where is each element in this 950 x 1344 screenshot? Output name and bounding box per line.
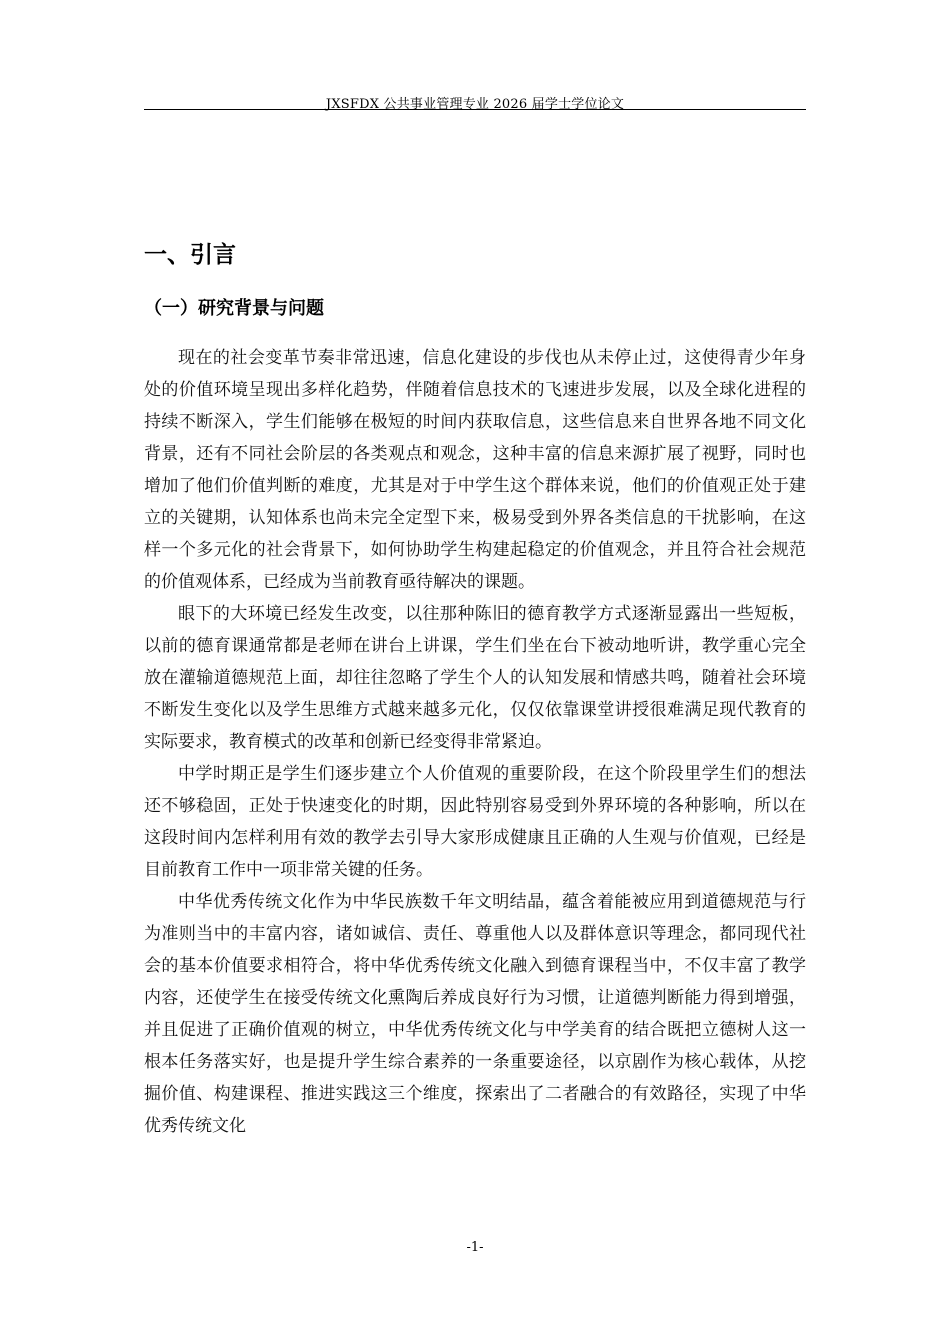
page-number: -1-: [466, 1240, 484, 1255]
body-text: [144, 342, 806, 1142]
paragraph: 中学时期正是学生们逐步建立个人价值观的重要阶段，在这个阶段里学生们的想法还不够稳固，正处于快速变化的时期，因此特别容易受到外界环境的各种影响，所以在这段时间内怎样利用有效的教学去引导大家形成健康且正确的人生观与价值观，已经是目前教育工作中一项非常关键的任务。: [144, 764, 806, 880]
section-heading: 一、引言: [144, 242, 236, 268]
running-header: JXSFDX 公共事业管理专业 2026 届学士学位论文: [325, 97, 625, 112]
subsection-heading: （一）研究背景与问题: [144, 298, 324, 319]
paragraph: 现在的社会变革节奏非常迅速，信息化建设的步伐也从未停止过，这使得青少年身处的价值环境呈现出多样化趋势，伴随着信息技术的飞速进步发展，以及全球化进程的持续不断深入，学生们能够在极短的时间内获取信息，这些信息来自世界各地不同文化背景，还有不同社会阶层的各类观点和观念，这种丰富的信息来源扩展了视野，同时也增加了他们价值判断的难度，尤其是对于中学生这个群体来说，他们的价值观正处于建立的关键期，认知体系也尚未完全定型下来，极易受到外界各类信息的干扰影响，在这样一个多元化的社会背景下，如何协助学生构建起稳定的价值观念，并且符合社会规范的价值观体系，已经成为当前教育亟待解决的课题。: [144, 348, 806, 592]
paragraph: 眼下的大环境已经发生改变，以往那种陈旧的德育教学方式逐渐显露出一些短板，以前的德育课通常都是老师在讲台上讲课，学生们坐在台下被动地听讲，教学重心完全放在灌输道德规范上面，却往往忽略了学生个人的认知发展和情感共鸣，随着社会环境不断发生变化以及学生思维方式越来越多元化，仅仅依靠课堂讲授很难满足现代教育的实际要求，教育模式的改革和创新已经变得非常紧迫。: [144, 604, 806, 752]
paragraph: 中华优秀传统文化作为中华民族数千年文明结晶，蕴含着能被应用到道德规范与行为准则当中的丰富内容，诸如诚信、责任、尊重他人以及群体意识等理念，都同现代社会的基本价值要求相符合，将中华优秀传统文化融入到德育课程当中，不仅丰富了教学内容，还使学生在接受传统文化熏陶后养成良好行为习惯，让道德判断能力得到增强，并且促进了正确价值观的树立，中华优秀传统文化与中学美育的结合既把立德树人这一根本任务落实好，也是提升学生综合素养的一条重要途径，以京剧作为核心载体，从挖掘价值、构建课程、推进实践这三个维度，探索出了二者融合的有效路径，实现了中华优秀传统文化: [144, 892, 806, 1136]
header-divider: [144, 109, 806, 110]
